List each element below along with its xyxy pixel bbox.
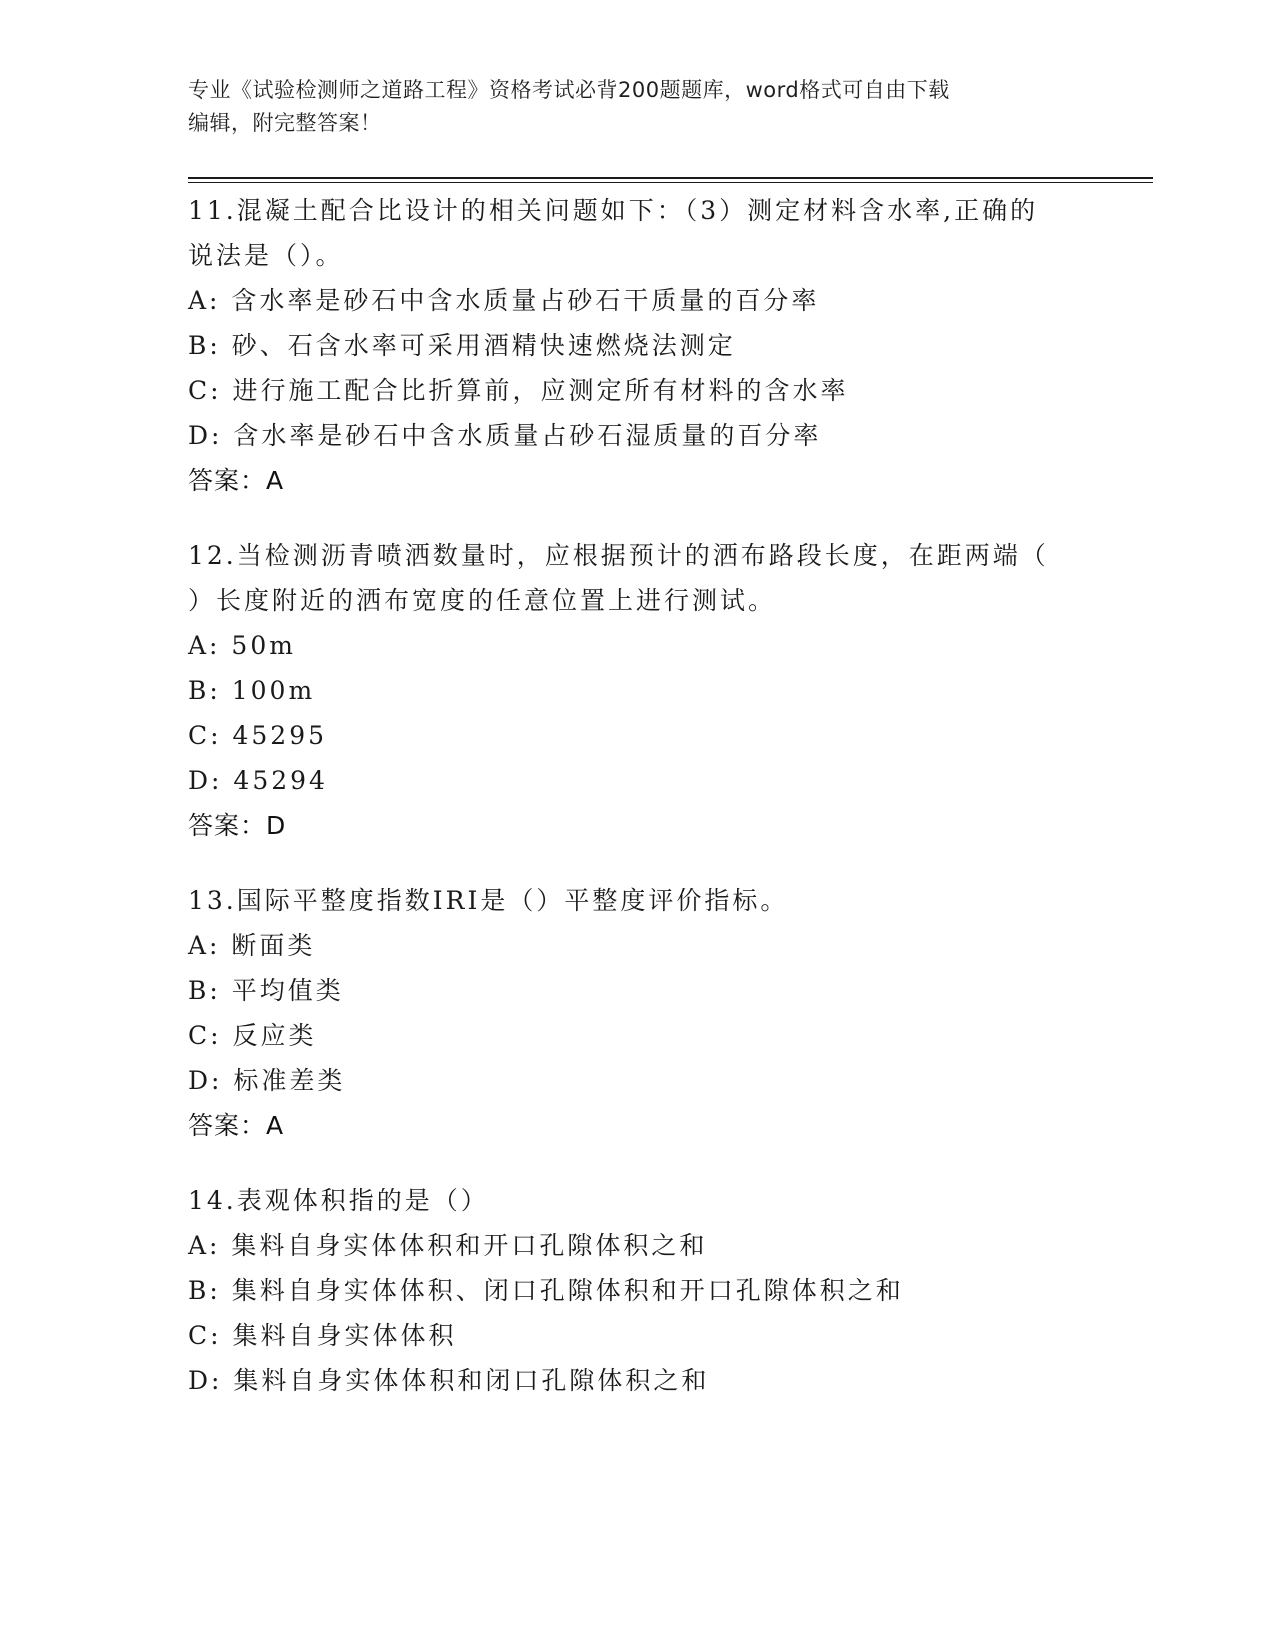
header-divider-thick [188,177,1153,179]
option-c: C: 45295 [188,721,328,750]
option-b: B: 集料自身实体体积、闭口孔隙体积和开口孔隙体积之和 [188,1276,904,1305]
question-12 [188,533,1088,848]
question-stem-line: 14.表观体积指的是（） [188,1186,489,1215]
question-stem [188,1178,1088,1223]
question-11 [188,188,1088,503]
option-d: D: 45294 [188,766,328,795]
option-d: D: 集料自身实体体积和闭口孔隙体积之和 [188,1366,710,1395]
option-b: B: 100m [188,676,316,705]
answer-line: 答案：A [188,466,285,495]
option-b: B: 平均值类 [188,976,344,1005]
header-line-2: 编辑，附完整答案！ [188,111,382,135]
question-stem-line: 13.国际平整度指数IRI是（）平整度评价指标。 [188,886,789,915]
question-stem-line: 12.当检测沥青喷洒数量时，应根据预计的洒布路段长度，在距两端（ [188,541,1049,570]
question-stem [188,188,1088,278]
option-c: C: 反应类 [188,1021,317,1050]
option-a: A: 集料自身实体体积和开口孔隙体积之和 [188,1231,708,1260]
option-a: A: 断面类 [188,931,316,960]
header-divider-thin [188,182,1153,183]
header-line-1: 专业《试验检测师之道路工程》资格考试必背200题题库，word格式可自由下载 [188,78,950,102]
question-13 [188,878,1088,1148]
question-stem-line: 11.混凝土配合比设计的相关问题如下：（3）测定材料含水率,正确的 [188,196,1039,225]
question-list [188,188,1088,1433]
question-stem-line: 说法是（）。 [188,241,344,270]
question-stem-line: ）长度附近的洒布宽度的任意位置上进行测试。 [188,586,777,615]
question-stem [188,533,1088,623]
option-d: D: 标准差类 [188,1066,346,1095]
option-c: C: 集料自身实体体积 [188,1321,457,1350]
option-c: C: 进行施工配合比折算前，应测定所有材料的含水率 [188,376,849,405]
option-a: A: 50m [188,631,296,660]
answer-line: 答案：A [188,1111,285,1140]
question-stem [188,878,1088,923]
question-14 [188,1178,1088,1403]
document-header [188,74,1068,140]
option-b: B: 砂、石含水率可采用酒精快速燃烧法测定 [188,331,736,360]
answer-line: 答案：D [188,811,287,840]
option-a: A: 含水率是砂石中含水质量占砂石干质量的百分率 [188,286,820,315]
option-d: D: 含水率是砂石中含水质量占砂石湿质量的百分率 [188,421,822,450]
